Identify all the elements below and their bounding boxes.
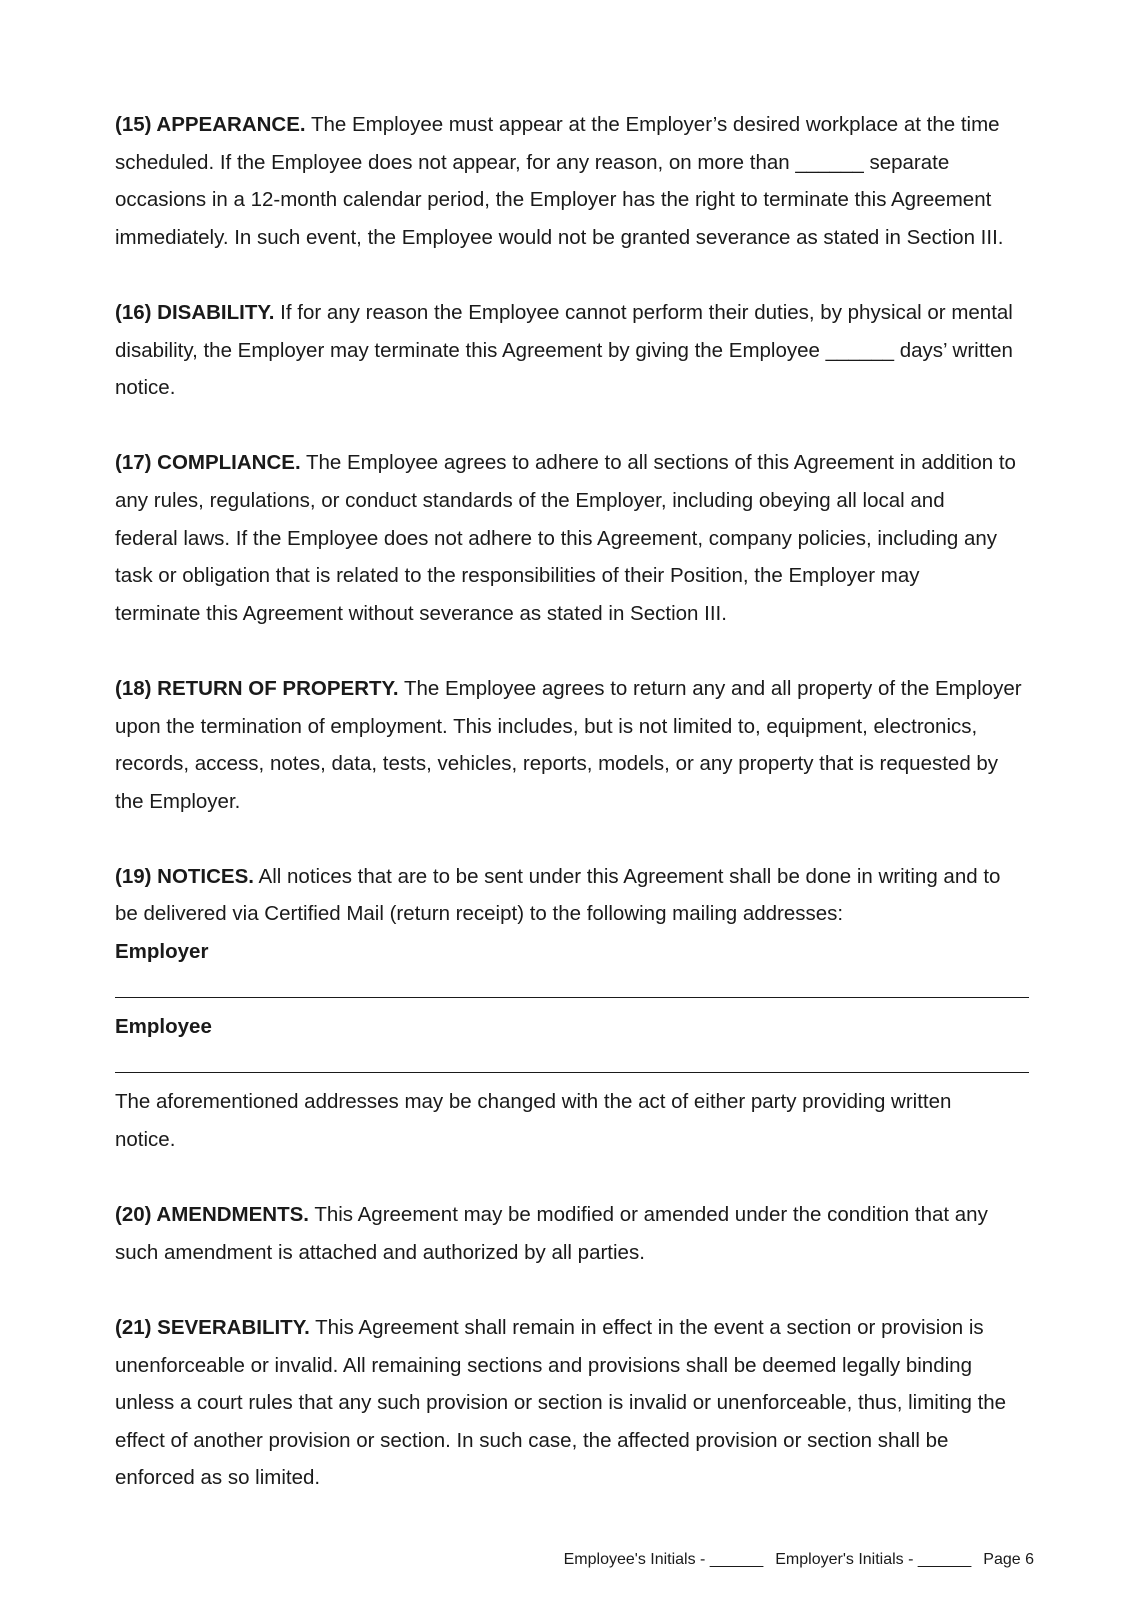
section-text: If for any reason the Employee cannot perform their duties, by physical or mental — [280, 300, 1013, 324]
section-line — [115, 294, 1035, 332]
section-heading: (21) SEVERABILITY. — [115, 1316, 310, 1339]
section-line: the Employer. — [115, 789, 241, 813]
employer-address-field — [115, 971, 1035, 1009]
employer-address-label: Employer — [115, 940, 209, 964]
section-return-of-property — [115, 670, 1035, 820]
section-line: such amendment is attached and authorized by all parties. — [115, 1240, 645, 1264]
section-line — [115, 444, 1035, 482]
section-line: scheduled. If the Employee does not appear, for any reason, on more than ______ separate — [115, 150, 950, 174]
section-line — [115, 858, 1035, 896]
section-heading: (19) NOTICES. — [115, 864, 254, 888]
section-line: enforced as so limited. — [115, 1466, 321, 1490]
section-line: occasions in a 12-month calendar period, the Employer has the right to terminate this Agreement — [115, 188, 992, 212]
section-line: immediately. In such event, the Employee would not be granted severance as stated in Section III. — [115, 225, 1004, 249]
employee-address-label: Employee — [115, 1015, 212, 1039]
section-text: The Employee agrees to adhere to all sections of this Agreement in addition to — [305, 451, 1016, 475]
employer-address-underline — [115, 997, 1029, 998]
section-text: The Employee must appear at the Employer’s desired workplace at the time — [310, 113, 1000, 136]
section-heading: (15) APPEARANCE. — [115, 113, 306, 136]
section-line: The aforementioned addresses may be changed with the act of either party providing written — [115, 1090, 952, 1114]
page-body — [115, 106, 1035, 1497]
section-line: task or obligation that is related to the responsibilities of their Position, the Employer may — [115, 564, 920, 588]
section-appearance — [115, 106, 1035, 256]
section-line: unenforceable or invalid. All remaining sections and provisions shall be deemed legally binding — [115, 1353, 972, 1377]
section-heading: (16) DISABILITY. — [115, 300, 275, 324]
section-line: notice. — [115, 376, 176, 400]
section-line — [115, 1196, 1035, 1234]
employee-address-field — [115, 1046, 1035, 1084]
section-line: records, access, notes, data, tests, vehicles, reports, models, or any property that is requested by — [115, 752, 999, 776]
employer-initials-blank: ______ — [917, 1551, 972, 1568]
employee-initials — [564, 1549, 764, 1571]
page-number: Page 6 — [983, 1551, 1034, 1568]
section-text: All notices that are to be sent under this Agreement shall be done in writing and to — [258, 864, 1001, 888]
section-heading: (18) RETURN OF PROPERTY. — [115, 676, 399, 700]
page-footer — [564, 1549, 1034, 1571]
section-severability — [115, 1309, 1035, 1497]
section-line: upon the termination of employment. This includes, but is not limited to, equipment, electronics, — [115, 714, 978, 738]
section-disability — [115, 294, 1035, 407]
section-text: The Employee agrees to return any and all property of the Employer — [403, 676, 1022, 700]
section-line: effect of another provision or section. In such case, the affected provision or section shall be — [115, 1428, 949, 1452]
section-line: notice. — [115, 1128, 176, 1152]
section-line — [115, 1309, 1035, 1347]
employee-initials-label: Employee's Initials - — [563, 1551, 706, 1568]
section-line: any rules, regulations, or conduct standards of the Employer, including obeying all local and — [115, 488, 945, 512]
section-line — [115, 106, 1035, 144]
section-amendments — [115, 1196, 1035, 1271]
section-heading: (17) COMPLIANCE. — [115, 451, 301, 475]
section-heading: (20) AMENDMENTS. — [115, 1203, 309, 1227]
employee-address-underline — [115, 1072, 1029, 1073]
section-line: unless a court rules that any such provision or section is invalid or unenforceable, thus, limiting the — [115, 1391, 1007, 1415]
section-line: federal laws. If the Employee does not adhere to this Agreement, company policies, including any — [115, 526, 998, 550]
employer-initials-label: Employer's Initials - — [775, 1551, 914, 1568]
section-line: disability, the Employer may terminate this Agreement by giving the Employee ______ days’ written — [115, 338, 1013, 362]
employer-initials — [775, 1549, 971, 1571]
section-line: be delivered via Certified Mail (return receipt) to the following mailing addresses: — [115, 902, 844, 926]
section-compliance — [115, 444, 1035, 632]
section-line: terminate this Agreement without severance as stated in Section III. — [115, 601, 727, 625]
employee-initials-blank: ______ — [709, 1551, 764, 1568]
section-notices — [115, 858, 1035, 1159]
section-line — [115, 670, 1035, 708]
section-text: This Agreement shall remain in effect in the event a section or provision is — [315, 1316, 984, 1339]
section-text: This Agreement may be modified or amended under the condition that any — [314, 1203, 988, 1227]
